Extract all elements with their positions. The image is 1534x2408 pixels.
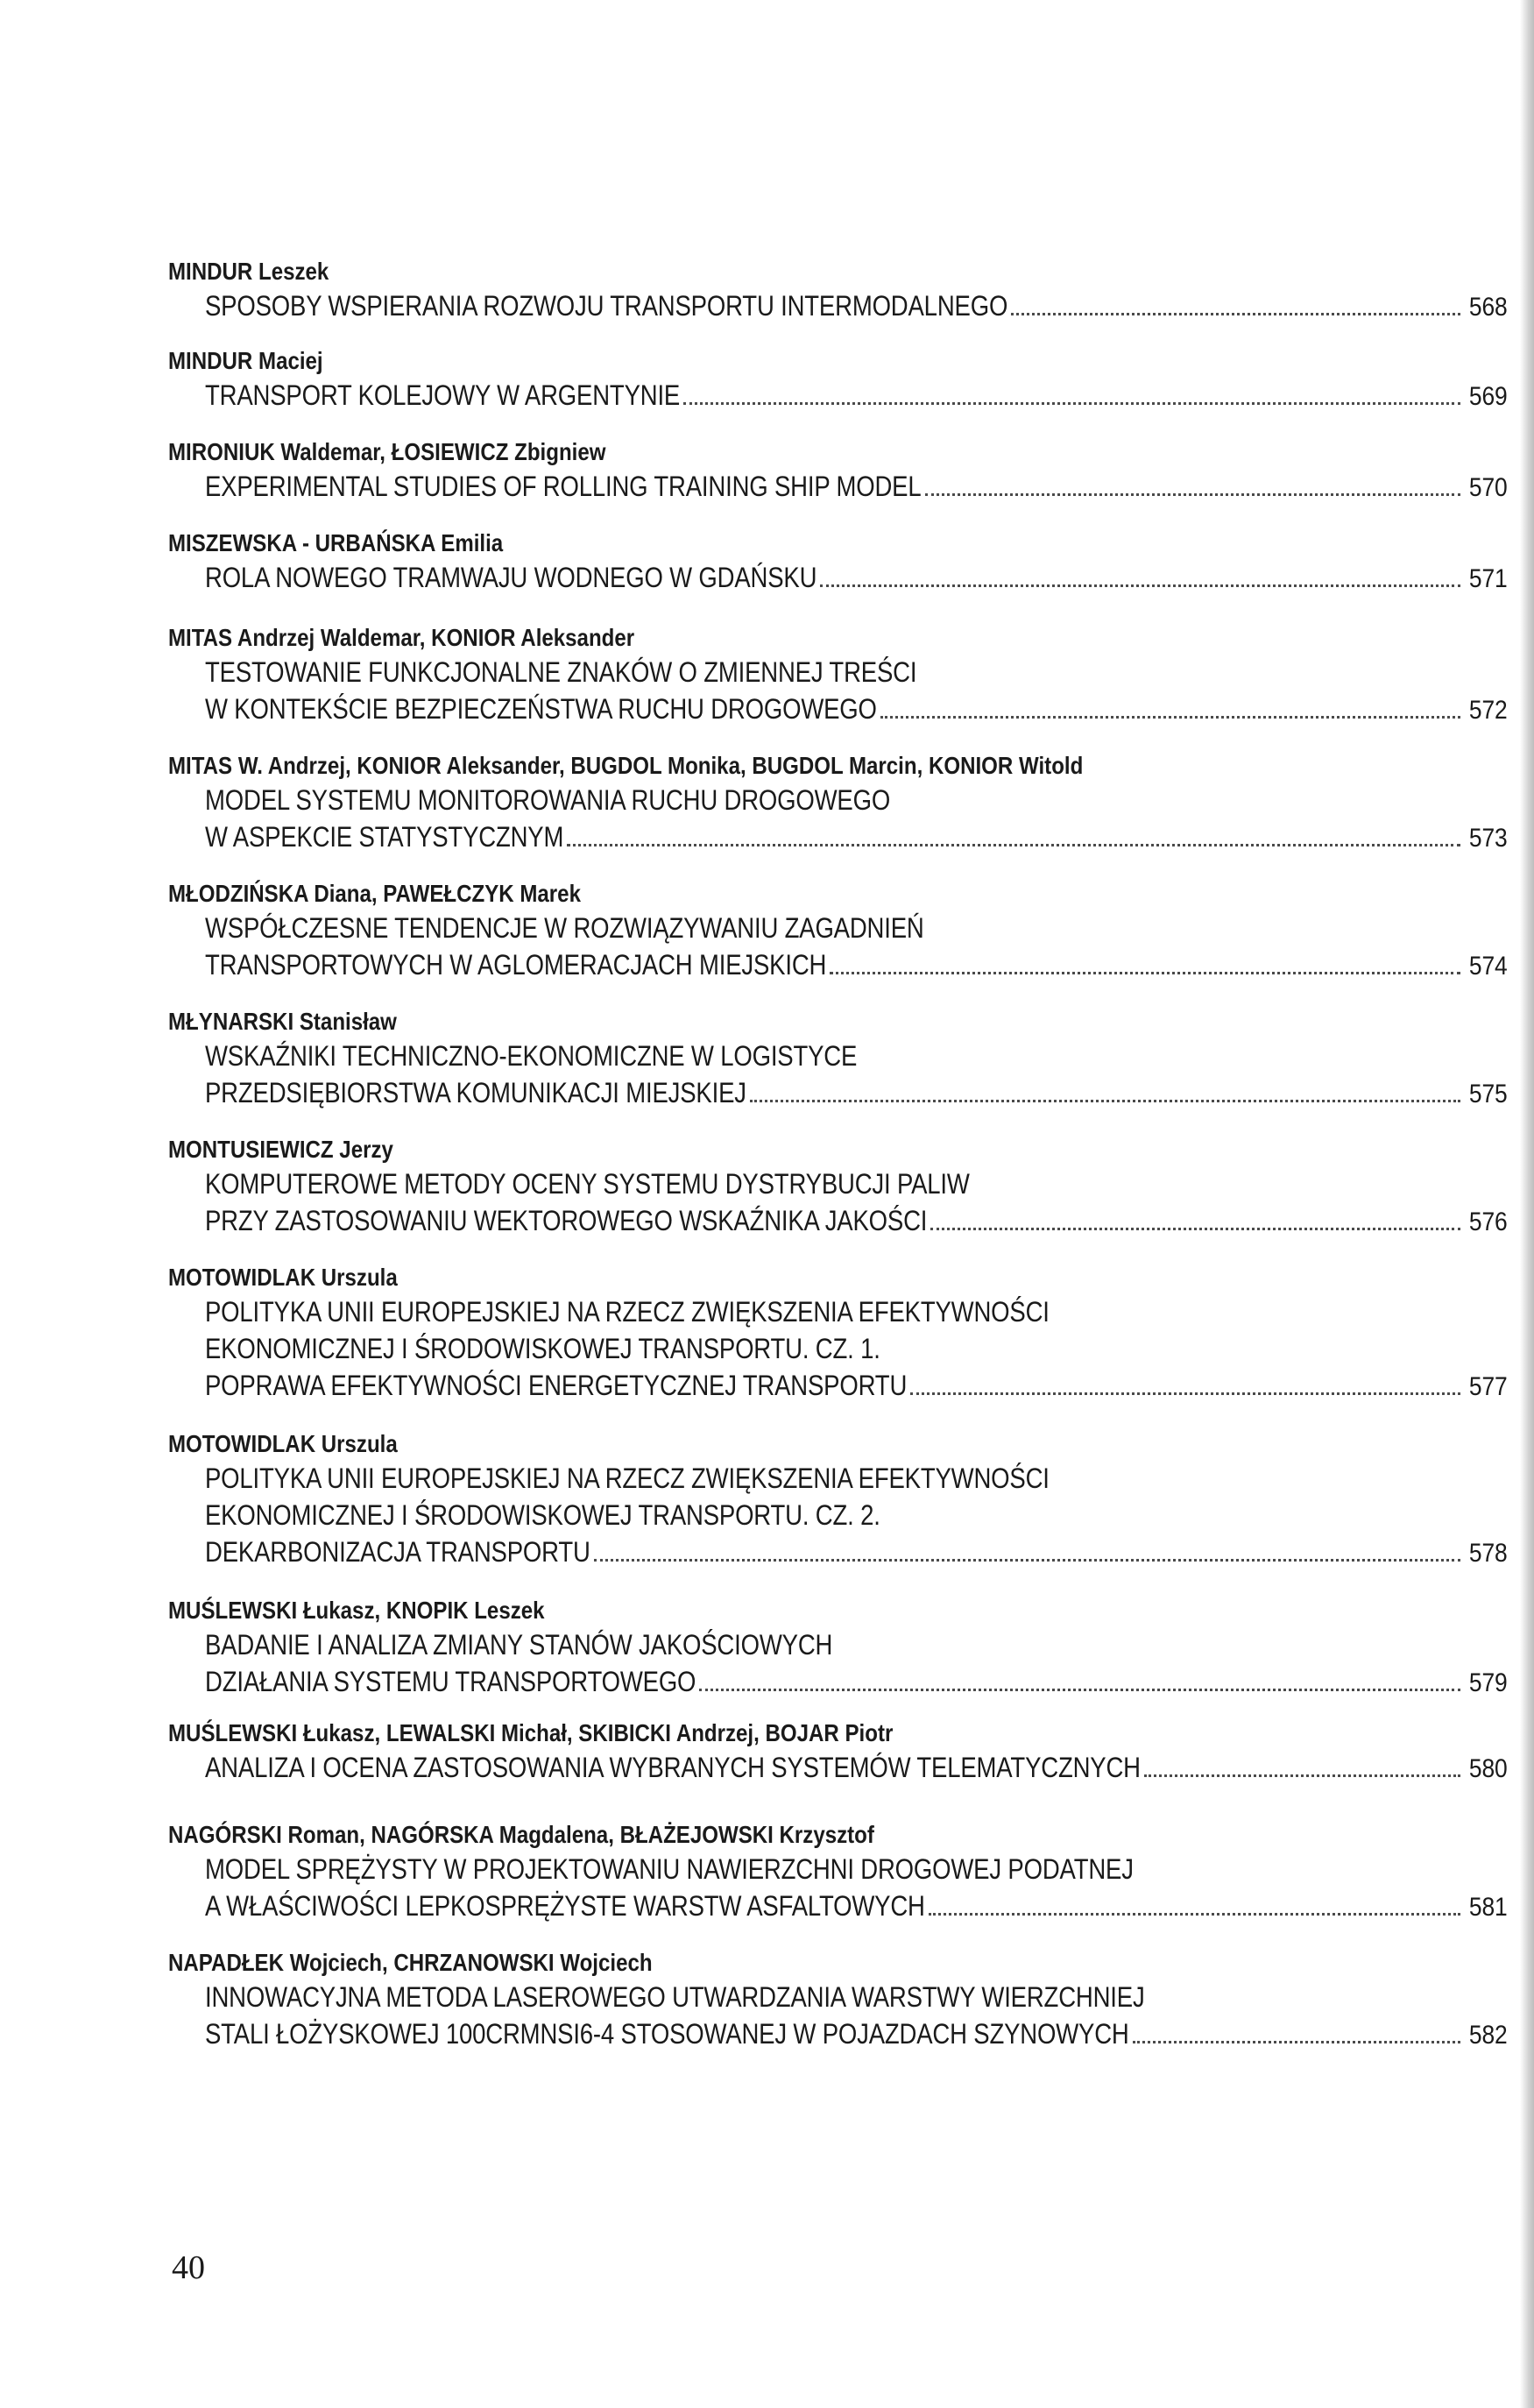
author-surname: MINDUR — [168, 258, 253, 285]
entry-page-number: 573 — [1468, 824, 1507, 853]
title-line-text: DEKARBONIZACJA TRANSPORTU — [205, 1536, 590, 1568]
page-number: 40 — [172, 2249, 205, 2286]
author-given-name: Zbigniew — [514, 438, 606, 465]
author-given-name: Andrzej — [675, 1719, 754, 1746]
author-surname: KONIOR — [357, 752, 442, 779]
toc-entry — [168, 1006, 1507, 1113]
title-line — [205, 559, 1507, 598]
title-line-text: STALI ŁOŻYSKOWEJ 100CRMNSI6-4 STOSOWANEJ W POJAZDACH SZYNOWYCH — [205, 2018, 1129, 2050]
entry-authors — [168, 1262, 1319, 1293]
title-line: MODEL SPRĘŻYSTY W PROJEKTOWANIU NAWIERZCHNI DROGOWEJ PODATNEJ — [205, 1853, 1134, 1885]
entry-authors: NAPADŁEK Wojciech, CHRZANOWSKI Wojciech — [168, 1949, 653, 1976]
title-line — [205, 691, 1507, 729]
author-given-name: Łukasz — [302, 1719, 375, 1746]
title-line-text: ROLA NOWEGO TRAMWAJU WODNEGO W GDAŃSKU — [205, 562, 817, 593]
author-surname: CHRZANOWSKI — [393, 1949, 555, 1976]
author-given-name: Magdalena — [498, 1821, 609, 1848]
entry-authors: NAGÓRSKI Roman, NAGÓRSKA Magdalena, BŁAŻEJOWSKI Krzysztof — [168, 1821, 874, 1848]
entry-authors — [168, 528, 1319, 559]
author-surname: MITAS — [168, 624, 233, 651]
toc-entry — [168, 1428, 1507, 1572]
entry-page-number: 579 — [1468, 1668, 1507, 1697]
entry-page-number: 580 — [1468, 1754, 1507, 1783]
entry-authors — [168, 256, 1319, 287]
toc-entry — [168, 1819, 1507, 1926]
author-given-name: Wojciech — [289, 1949, 382, 1976]
author-surname: NAGÓRSKI — [168, 1821, 282, 1848]
title-line: TESTOWANIE FUNKCJONALNE ZNAKÓW O ZMIENNEJ TREŚCI — [205, 656, 917, 688]
title-line — [205, 1074, 1507, 1113]
author-surname: KONIOR — [928, 752, 1014, 779]
entry-title — [168, 654, 1507, 729]
entry-authors: MUŚLEWSKI Łukasz, KNOPIK Leszek — [168, 1597, 545, 1624]
author-given-name: Aleksander — [520, 624, 635, 651]
title-line-text: ANALIZA I OCENA ZASTOSOWANIA WYBRANYCH SYSTEMÓW TELEMATYCZNYCH — [205, 1752, 1141, 1783]
dot-leader — [910, 1392, 1460, 1395]
dot-leader — [820, 584, 1460, 587]
title-line: WSKAŹNIKI TECHNICZNO-EKONOMICZNE W LOGISTYCE — [205, 1040, 858, 1072]
title-line-text: POPRAWA EFEKTYWNOŚCI ENERGETYCZNEJ TRANSPORTU — [205, 1370, 908, 1401]
entry-title — [168, 1038, 1507, 1113]
author-surname: MIRONIUK — [168, 438, 275, 465]
author-surname: KONIOR — [431, 624, 516, 651]
toc-entry — [168, 1595, 1507, 1702]
author-given-name: Leszek — [258, 258, 329, 285]
author-surname: MISZEWSKA - URBAŃSKA — [168, 529, 435, 556]
entry-title — [168, 1460, 1507, 1572]
dot-leader — [880, 716, 1460, 719]
title-line-text: TRANSPORT KOLEJOWY W ARGENTYNIE — [205, 379, 681, 411]
author-given-name: Krzysztof — [779, 1821, 874, 1848]
entry-page-number: 572 — [1468, 696, 1507, 725]
author-given-name: Emilia — [441, 529, 504, 556]
author-surname: ŁOSIEWICZ — [391, 438, 509, 465]
entry-title — [168, 1851, 1507, 1926]
entry-title — [168, 1293, 1507, 1406]
toc-entry — [168, 1717, 1507, 1788]
entry-authors — [168, 1006, 1319, 1038]
author-given-name: Urszula — [321, 1264, 398, 1291]
author-surname: NAPADŁEK — [168, 1949, 284, 1976]
entry-authors — [168, 1428, 1319, 1460]
author-given-name: Marcin — [848, 752, 917, 779]
toc-entry — [168, 878, 1507, 985]
title-line — [205, 1533, 1507, 1572]
entry-page-number: 581 — [1468, 1893, 1507, 1922]
title-line — [205, 818, 1507, 857]
author-given-name: Jerzy — [339, 1136, 393, 1163]
entry-title — [168, 1979, 1507, 2054]
title-line — [205, 2015, 1507, 2054]
toc-entry — [168, 528, 1507, 598]
toc-entry — [168, 622, 1507, 729]
title-line-text: PRZY ZASTOSOWANIU WEKTOROWEGO WSKAŹNIKA JAKOŚCI — [205, 1205, 928, 1236]
author-surname: SKIBICKI — [578, 1719, 672, 1746]
title-line — [205, 1202, 1507, 1241]
toc-entry — [168, 1134, 1507, 1241]
author-given-name: Łukasz — [302, 1597, 375, 1624]
author-surname: LEWALSKI — [385, 1719, 496, 1746]
entry-page-number: 574 — [1468, 952, 1507, 981]
entry-page-number: 582 — [1468, 2021, 1507, 2050]
author-given-name: Leszek — [474, 1597, 545, 1624]
entry-page-number: 570 — [1468, 473, 1507, 502]
author-surname: MUŚLEWSKI — [168, 1719, 298, 1746]
dot-leader — [830, 972, 1460, 974]
title-line: POLITYKA UNII EUROPEJSKIEJ NA RZECZ ZWIĘKSZENIA EFEKTYWNOŚCI — [205, 1463, 1050, 1494]
title-line — [205, 1367, 1507, 1406]
entry-authors: MUŚLEWSKI Łukasz, LEWALSKI Michał, SKIBICKI Andrzej, BOJAR Piotr — [168, 1719, 894, 1746]
entry-page-number: 576 — [1468, 1208, 1507, 1236]
toc-entry — [168, 345, 1507, 415]
entry-page-number: 571 — [1468, 564, 1507, 593]
dot-leader — [699, 1689, 1460, 1691]
author-surname: MINDUR — [168, 347, 253, 374]
toc-entry — [168, 436, 1507, 506]
entry-title — [168, 1626, 1507, 1702]
author-surname: KNOPIK — [385, 1597, 469, 1624]
entry-page-number: 575 — [1468, 1080, 1507, 1108]
title-line: BADANIE I ANALIZA ZMIANY STANÓW JAKOŚCIOWYCH — [205, 1629, 833, 1661]
author-given-name: Marek — [520, 880, 581, 907]
title-line-text: DZIAŁANIA SYSTEMU TRANSPORTOWEGO — [205, 1666, 696, 1697]
entry-page-number: 578 — [1468, 1539, 1507, 1568]
title-line: EKONOMICZNEJ I ŚRODOWISKOWEJ TRANSPORTU. CZ. 2. — [205, 1499, 880, 1531]
author-surname: NAGÓRSKA — [371, 1821, 494, 1848]
title-line: EKONOMICZNEJ I ŚRODOWISKOWEJ TRANSPORTU. CZ. 1. — [205, 1333, 880, 1364]
dot-leader — [683, 402, 1460, 405]
title-line-text: W KONTEKŚCIE BEZPIECZEŃSTWA RUCHU DROGOWEGO — [205, 693, 877, 725]
title-line-text: SPOSOBY WSPIERANIA ROZWOJU TRANSPORTU INTERMODALNEGO — [205, 290, 1008, 322]
entry-title — [168, 1165, 1507, 1241]
title-line-text: EXPERIMENTAL STUDIES OF ROLLING TRAINING SHIP MODEL — [205, 471, 922, 502]
dot-leader — [567, 844, 1460, 846]
entry-authors — [168, 345, 1319, 377]
author-given-name: Andrzej Waldemar — [237, 624, 420, 651]
author-surname: MUŚLEWSKI — [168, 1597, 298, 1624]
title-line — [205, 287, 1507, 326]
entry-title — [168, 1749, 1507, 1788]
title-line: POLITYKA UNII EUROPEJSKIEJ NA RZECZ ZWIĘKSZENIA EFEKTYWNOŚCI — [205, 1296, 1050, 1328]
entry-title — [168, 468, 1507, 506]
author-surname: BUGDOL — [570, 752, 662, 779]
entry-page-number: 569 — [1468, 382, 1507, 411]
dot-leader — [929, 1913, 1460, 1916]
entry-title — [168, 782, 1507, 857]
title-line-text: W ASPEKCIE STATYSTYCZNYM — [205, 821, 564, 853]
author-surname: MONTUSIEWICZ — [168, 1136, 334, 1163]
title-line-text: A WŁAŚCIWOŚCI LEPKOSPRĘŻYSTE WARSTW ASFALTOWYCH — [205, 1890, 925, 1922]
title-line: KOMPUTEROWE METODY OCENY SYSTEMU DYSTRYBUCJI PALIW — [205, 1168, 970, 1200]
title-line: INNOWACYJNA METODA LASEROWEGO UTWARDZANIA WARSTWY WIERZCHNIEJ — [205, 1981, 1145, 2013]
author-given-name: Wojciech — [560, 1949, 653, 1976]
title-line — [205, 946, 1507, 985]
title-line-text: PRZEDSIĘBIORSTWA KOMUNIKACJI MIEJSKIEJ — [205, 1077, 746, 1108]
author-given-name: Diana — [314, 880, 371, 907]
dot-leader — [1011, 313, 1460, 315]
dot-leader — [1133, 2041, 1460, 2043]
author-given-name: Michał — [500, 1719, 567, 1746]
title-line: WSPÓŁCZESNE TENDENCJE W ROZWIĄZYWANIU ZAGADNIEŃ — [205, 912, 924, 944]
author-given-name: Witold — [1018, 752, 1084, 779]
author-surname: MOTOWIDLAK — [168, 1430, 316, 1457]
author-given-name: Waldemar — [280, 438, 380, 465]
title-line — [205, 1887, 1507, 1926]
toc-entry — [168, 750, 1507, 857]
title-line-text: TRANSPORTOWYCH W AGLOMERACJACH MIEJSKICH — [205, 949, 827, 981]
title-line — [205, 1749, 1507, 1788]
dot-leader — [1144, 1774, 1460, 1777]
entry-authors: MIRONIUK Waldemar, ŁOSIEWICZ Zbigniew — [168, 438, 606, 465]
dot-leader — [930, 1228, 1460, 1230]
entry-page-number: 577 — [1468, 1372, 1507, 1401]
author-surname: MOTOWIDLAK — [168, 1264, 316, 1291]
author-given-name: Roman — [287, 1821, 360, 1848]
author-given-name: Monika — [668, 752, 740, 779]
title-line — [205, 377, 1507, 415]
author-surname: MITAS — [168, 752, 233, 779]
dot-leader — [750, 1100, 1460, 1102]
toc-entry — [168, 1947, 1507, 2054]
page-edge-shadow — [1520, 0, 1534, 2408]
entry-authors: MITAS Andrzej Waldemar, KONIOR Aleksander — [168, 624, 635, 651]
entry-authors — [168, 1134, 1319, 1165]
entry-title — [168, 559, 1507, 598]
author-surname: BUGDOL — [752, 752, 844, 779]
author-surname: BOJAR — [765, 1719, 839, 1746]
entry-title — [168, 377, 1507, 415]
author-surname: MŁYNARSKI — [168, 1008, 294, 1035]
author-given-name: W. Andrzej — [237, 752, 346, 779]
title-line — [205, 1663, 1507, 1702]
toc-entry — [168, 1262, 1507, 1406]
entry-page-number: 568 — [1468, 293, 1507, 322]
author-given-name: Maciej — [258, 347, 323, 374]
author-surname: MŁODZIŃSKA — [168, 880, 308, 907]
title-line — [205, 468, 1507, 506]
author-surname: PAWEŁCZYK — [383, 880, 514, 907]
dot-leader — [925, 493, 1460, 496]
author-given-name: Aleksander — [446, 752, 560, 779]
author-given-name: Stanisław — [299, 1008, 397, 1035]
entry-authors: MITAS W. Andrzej, KONIOR Aleksander, BUGDOL Monika, BUGDOL Marcin, KONIOR Witold — [168, 752, 1084, 779]
author-given-name: Piotr — [845, 1719, 894, 1746]
toc-entry — [168, 256, 1507, 326]
dot-leader — [594, 1559, 1460, 1562]
title-line: MODEL SYSTEMU MONITOROWANIA RUCHU DROGOWEGO — [205, 784, 891, 816]
entry-authors: MŁODZIŃSKA Diana, PAWEŁCZYK Marek — [168, 880, 581, 907]
author-given-name: Urszula — [321, 1430, 398, 1457]
entry-title — [168, 910, 1507, 985]
entry-title — [168, 287, 1507, 326]
author-surname: BŁAŻEJOWSKI — [619, 1821, 774, 1848]
